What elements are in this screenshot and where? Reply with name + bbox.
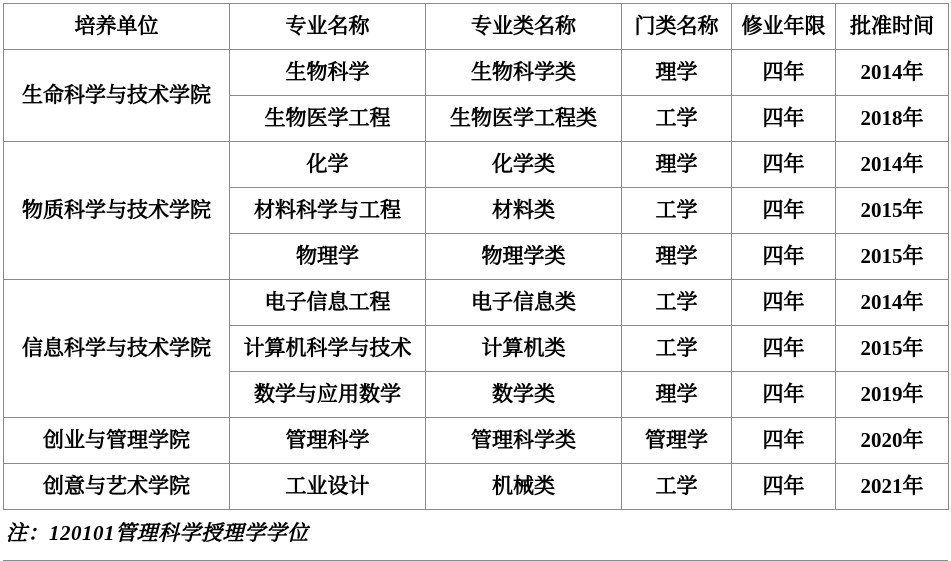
table-header [4,4,949,50]
header-cell-category: 专业类名称 [426,4,622,50]
header-cell-approved: 批准时间 [836,4,949,50]
cell-years: 四年 [732,326,836,372]
majors-table [3,3,949,510]
cell-category: 管理科学类 [426,418,622,464]
cell-years: 四年 [732,96,836,142]
cell-approved: 2021年 [836,464,949,510]
cell-discipline: 理学 [622,234,732,280]
cell-major: 生物医学工程 [230,96,426,142]
cell-discipline: 工学 [622,188,732,234]
cell-approved: 2014年 [836,50,949,96]
cell-years: 四年 [732,280,836,326]
header-cell-years: 修业年限 [732,4,836,50]
cell-discipline: 工学 [622,96,732,142]
cell-years: 四年 [732,464,836,510]
cell-years: 四年 [732,372,836,418]
cell-discipline: 理学 [622,50,732,96]
table-note: 注：120101管理科学授理学学位 [6,521,309,545]
cell-unit: 生命科学与技术学院 [4,50,230,142]
table-row [4,464,949,510]
cell-major: 生物科学 [230,50,426,96]
cell-discipline: 工学 [622,280,732,326]
cell-discipline: 理学 [622,372,732,418]
header-cell-discipline: 门类名称 [622,4,732,50]
cell-approved: 2014年 [836,142,949,188]
cell-years: 四年 [732,234,836,280]
cell-major: 工业设计 [230,464,426,510]
header-cell-major: 专业名称 [230,4,426,50]
cell-approved: 2015年 [836,188,949,234]
cell-category: 数学类 [426,372,622,418]
cell-approved: 2019年 [836,372,949,418]
cell-approved: 2015年 [836,234,949,280]
cell-discipline: 管理学 [622,418,732,464]
cell-category: 生物科学类 [426,50,622,96]
cell-approved: 2015年 [836,326,949,372]
cell-major: 数学与应用数学 [230,372,426,418]
cell-approved: 2014年 [836,280,949,326]
cell-major: 物理学 [230,234,426,280]
cell-major: 计算机科学与技术 [230,326,426,372]
cell-major: 管理科学 [230,418,426,464]
cell-unit: 物质科学与技术学院 [4,142,230,280]
header-row [4,4,949,50]
cell-discipline: 工学 [622,464,732,510]
header-cell-unit: 培养单位 [4,4,230,50]
cell-unit: 创业与管理学院 [4,418,230,464]
table-row [4,418,949,464]
cell-approved: 2018年 [836,96,949,142]
cell-years: 四年 [732,418,836,464]
cell-discipline: 工学 [622,326,732,372]
cell-category: 材料类 [426,188,622,234]
cell-major: 电子信息工程 [230,280,426,326]
cell-category: 电子信息类 [426,280,622,326]
cell-category: 机械类 [426,464,622,510]
table-row [4,50,949,96]
cell-category: 计算机类 [426,326,622,372]
cell-discipline: 理学 [622,142,732,188]
major-list-document [0,3,951,561]
cell-major: 化学 [230,142,426,188]
cell-years: 四年 [732,188,836,234]
table-body [4,50,949,510]
cell-unit: 创意与艺术学院 [4,464,230,510]
cell-category: 化学类 [426,142,622,188]
cell-years: 四年 [732,142,836,188]
cell-approved: 2020年 [836,418,949,464]
cell-years: 四年 [732,50,836,96]
table-row [4,280,949,326]
cell-unit: 信息科学与技术学院 [4,280,230,418]
cell-major: 材料科学与工程 [230,188,426,234]
cell-category: 生物医学工程类 [426,96,622,142]
table-row [4,142,949,188]
cell-category: 物理学类 [426,234,622,280]
